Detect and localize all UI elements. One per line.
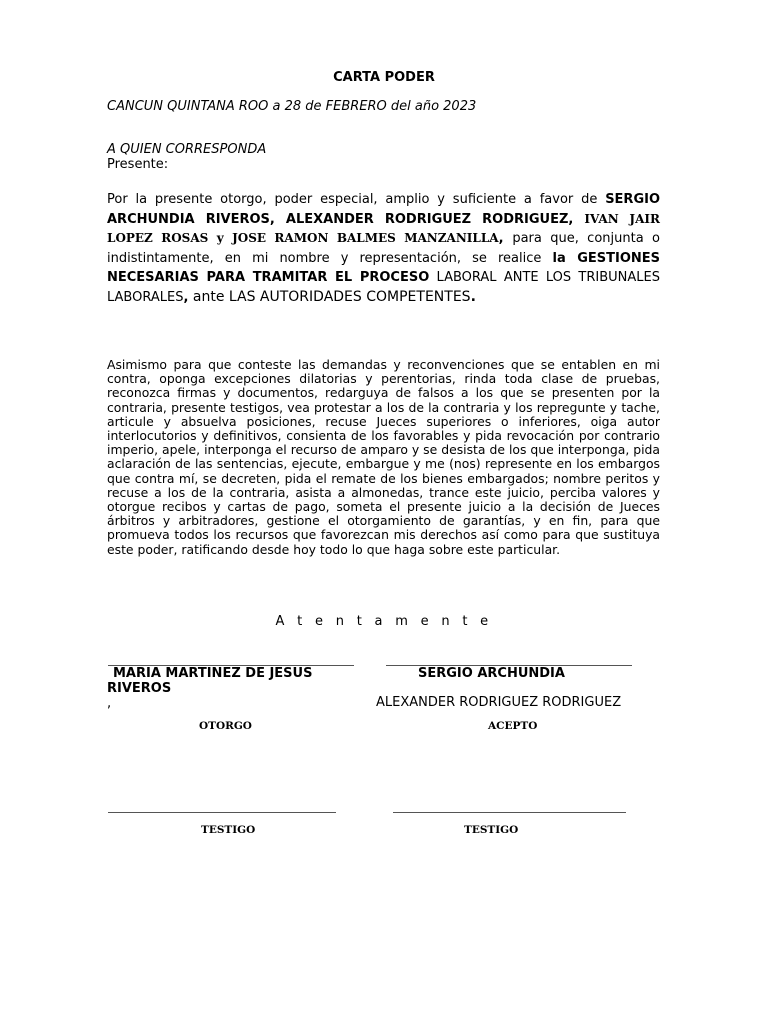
- attorney-name-1: SERGIO ARCHUNDIA RIVEROS: [107, 192, 660, 227]
- attorney-name-3: IVAN JAIR LOPEZ ROSAS: [107, 211, 660, 245]
- closing-word: A t e n t a m e n t e: [275, 614, 493, 629]
- salutation-line-2: Presente:: [107, 157, 169, 172]
- salutation-line-1: A QUIEN CORRESPONDA: [107, 142, 267, 157]
- witness-line-right: [393, 812, 626, 813]
- document-title: CARTA PODER: [333, 70, 435, 85]
- attorney-role: ACEPTO: [488, 720, 538, 732]
- witness-left-label: TESTIGO: [201, 824, 256, 836]
- grantor-name-line-2: RIVEROS: [107, 681, 172, 696]
- attorney-name-2: ALEXANDER RODRIGUEZ RODRIGUEZ: [285, 211, 569, 227]
- purpose-text: para que, conjunta o indistintamente, en mi nombre y representación, se realice: [107, 231, 660, 266]
- powers-paragraph: Asimismo para que conteste las demandas y reconvenciones que se entablen en mi contra, oponga excepciones dilatorias y perentorias, rinda toda clase de pruebas, reconozca firmas y documentos, redarguya de falsos a los que se presenten por la contraria, presente testigos, vea protestar a los de la contraria y los repregunte y tache, articule y absuelva posiciones, recuse Jueces superiores o inferiores, oiga autor interlocutorios y definitivos, consienta de los favorables y pida revocación por contrario imperio, apele, interponga el recurso de amparo y se desista de los que interponga, pida aclaración de las sentencias, ejecute, embargue y me (nos) represente en los embargos que contra mí, se decreten, pida el remate de los bienes embargados; nombre peritos y recuse a los de la contraria, asista a almonedas, trance este juicio, perciba valores y otorgue recibos y cartas de pago, someta el presente juicio a la decisión de Jueces árbitros y arbitradores, gestione el otorgamiento de garantías, y en fin, para que promueva todos los recursos que favorezcan mis derechos así como para que sustituya este poder, ratificando desde hoy todo lo que haga sobre este particular.: [107, 357, 660, 557]
- attorney-signature-name: SERGIO ARCHUNDIA: [418, 666, 565, 681]
- authorities-text: ante LAS AUTORIDADES COMPETENTES: [188, 288, 471, 305]
- grant-paragraph: Por la presente otorgo, poder especial, amplio y suficiente a favor de SERGIO ARCHUNDIA RIVEROS, ALEXANDER RODRIGUEZ RODRIGUEZ, IVAN JAIR LOPEZ ROSAS y JOSE RAMON BALMES MANZANILLA, para que, conjunta o indistintamente, en mi nombre y representación, se realice la GESTIONES NECESARIAS PARA TRAMITAR EL PROCESO LABORAL ANTE LOS TRIBUNALES LABORALES, ante LAS AUTORIDADES COMPETENTES.: [107, 192, 660, 305]
- tribunals-text: LABORAL ANTE LOS TRIBUNALES LABORALES: [107, 270, 660, 305]
- intro-text: Por la presente otorgo, poder especial, amplio y suficiente a favor de: [107, 192, 606, 207]
- purpose-bold: la GESTIONES NECESARIAS PARA TRAMITAR EL PROCESO: [107, 250, 660, 285]
- place-date: CANCUN QUINTANA ROO a 28 de FEBRERO del año 2023: [107, 99, 477, 114]
- grantor-name-line-1: MARIA MARTINEZ DE JESUS: [113, 666, 313, 681]
- witness-line-left: [108, 812, 336, 813]
- grantor-role: OTORGO: [199, 720, 252, 732]
- witness-right-label: TESTIGO: [464, 824, 519, 836]
- attorney-name-4: JOSE RAMON BALMES MANZANILLA: [232, 231, 499, 245]
- closing-text: [0, 614, 768, 629]
- grantor-comma: ,: [107, 696, 112, 711]
- attorney-signature-name-2: ALEXANDER RODRIGUEZ RODRIGUEZ: [376, 695, 622, 710]
